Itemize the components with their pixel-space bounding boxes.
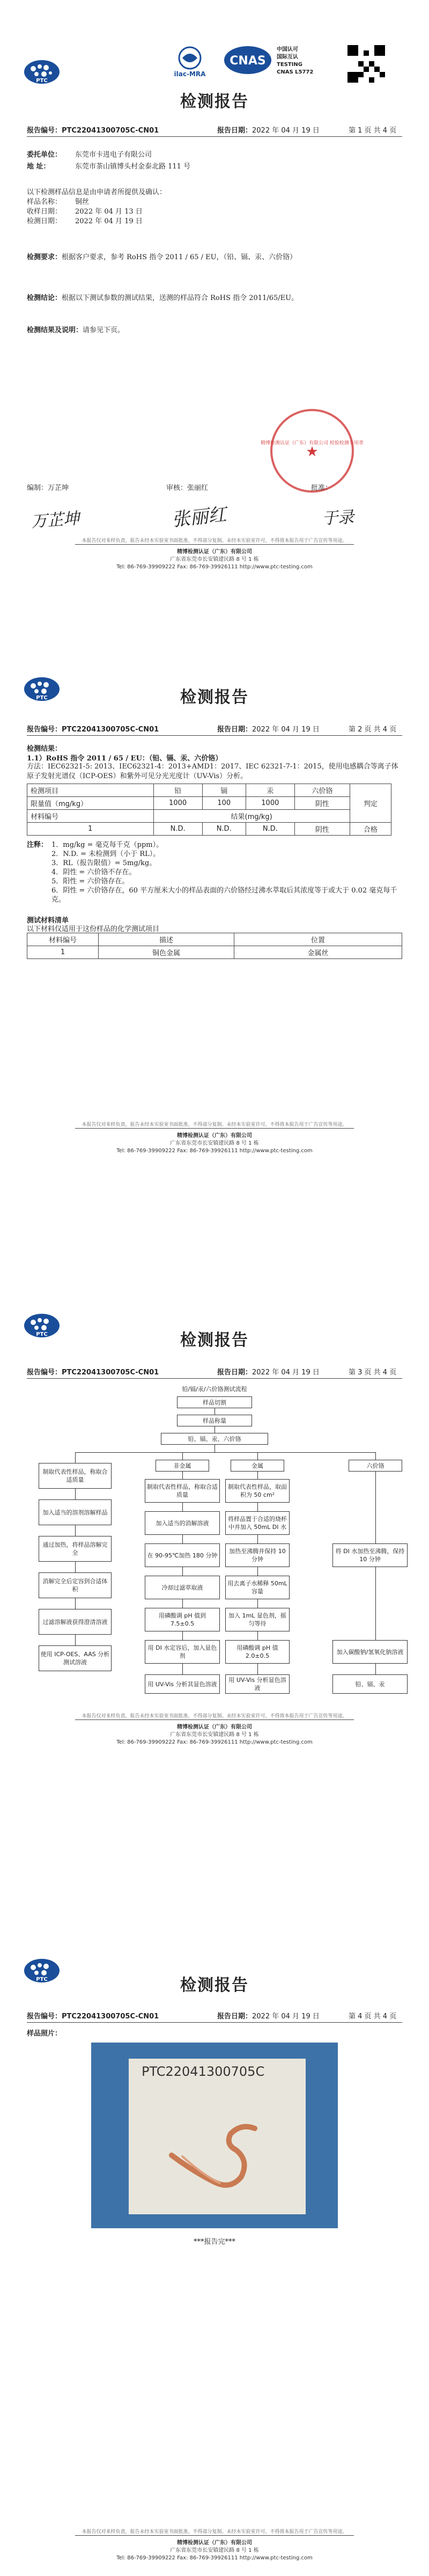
client-value: 东莞市卡进电子有限公司: [75, 151, 152, 159]
flow-arrow: [257, 1535, 258, 1543]
cnas-caption: [277, 46, 313, 76]
mat-th-desc: 描述: [99, 933, 234, 946]
flow-b2: 加入适当的溶剂溶解样品: [39, 1499, 112, 1525]
table-row: [27, 797, 391, 810]
flow-pbcd: 铅、镉、汞: [332, 1674, 408, 1694]
report-header: [27, 125, 402, 135]
approve-label: 批准：: [311, 484, 332, 492]
flow-d1: 制取代表性样品，取面积为 50 cm²: [225, 1479, 290, 1503]
confirm-text: 以下检测样品信息是由申请者所提供及确认：: [27, 188, 167, 196]
ilac-logo: [166, 45, 213, 79]
svg-text:PTC: PTC: [36, 695, 48, 701]
footer-divider: [75, 1719, 354, 1720]
flow-arrow: [375, 1567, 376, 1640]
limit-cr: 阴性: [294, 797, 350, 810]
footer: [0, 1724, 429, 1746]
sample-info: [27, 188, 402, 226]
stamp-text: 精博检测认证（广东）有限公司 检验检测专用章: [261, 441, 364, 446]
flow-arrow: [182, 1503, 183, 1511]
footer: [0, 2540, 429, 2562]
cnas-logo: [222, 45, 273, 79]
cell-hg: N.D.: [246, 823, 294, 836]
footer-note: 本报告仅对来样负责，报告未经本实验室书面批准，不得部分复制。未经本实验室许可，不得将本报告用于广告宣传等用途。: [82, 1122, 347, 1128]
note-3: 3．RL（报告限值）= 5mg/kg。: [51, 859, 157, 867]
limit-hg: 1000: [246, 797, 294, 810]
cell-cr: 阴性: [294, 823, 350, 836]
review-label: 审核：张丽红: [166, 484, 209, 492]
page-number: 第 4 页 共 4 页: [349, 2012, 397, 2021]
footer-company: 精博检测认证（广东）有限公司: [177, 1133, 252, 1139]
result-note-label: 检测结果及说明：: [27, 326, 83, 334]
ilac-text: ilac-MRA: [174, 70, 206, 78]
flow-b4: 消解完全后定容到合适体积: [39, 1572, 112, 1598]
mat-desc: 铜色金属: [99, 946, 234, 959]
th-judge: 判定: [350, 784, 391, 823]
photo-caption: PTC22041300705C: [142, 2064, 265, 2079]
cell-judge: 合格: [350, 823, 391, 836]
cnas-cn2: 国际互认: [277, 54, 298, 60]
flow-arrow: [214, 1426, 215, 1433]
note-1: 1．mg/kg = 毫克每千克（ppm）。: [51, 841, 164, 849]
footer-contact: Tel: 86-769-39909222 Fax: 86-769-39926111 http://www.ptc-testing.com: [116, 564, 313, 570]
footer-contact: Tel: 86-769-39909222 Fax: 86-769-39926111 http://www.ptc-testing.com: [116, 1148, 313, 1154]
report-no-label: 报告编号：: [27, 2012, 62, 2021]
flow-arrow: [257, 1452, 258, 1460]
result-note-value: 请参见下页。: [83, 326, 125, 334]
cell-cd: N.D.: [202, 823, 246, 836]
flow-arrow: [257, 1567, 258, 1576]
flow-cr6: 六价铬: [349, 1460, 402, 1472]
th-cd: 镉: [202, 784, 246, 797]
address-label: 地 址：: [27, 163, 50, 171]
note-4: 4．阴性 = 六价铬不存在。: [51, 868, 136, 876]
limit-pb: 1000: [153, 797, 202, 810]
client-label: 委托单位：: [27, 151, 62, 159]
report-no-label: 报告编号：: [27, 1368, 62, 1377]
report-no: PTC22041300705C-CN01: [62, 726, 159, 734]
flow-weigh: 样品称量: [177, 1415, 252, 1426]
table-row: [27, 946, 402, 959]
flow-split: 铅、镉、汞、六价铬: [161, 1433, 268, 1445]
th-pb: 铅: [153, 784, 202, 797]
report-title: 检测报告: [180, 1331, 249, 1350]
footer-note: 本报告仅对来样负责，报告未经本实验室书面批准，不得部分复制。未经本实验室许可，不得将本报告用于广告宣传等用途。: [82, 538, 347, 544]
footer-address: 广东省东莞市长安镇建民路 8 号 1 栋: [170, 1140, 259, 1146]
flow-arrow: [75, 1562, 76, 1572]
flow-c8: 用 UV-Vis 分析其显色溶液: [145, 1674, 220, 1694]
report-date: 2022 年 04 月 19 日: [252, 127, 320, 135]
flow-c4: 在 90-95℃加热 180 分钟: [145, 1543, 220, 1567]
footer-address: 广东省东莞市长安镇建民路 8 号 1 栋: [170, 557, 259, 562]
page-4: [0, 1932, 429, 2576]
flow-cut: 样品切割: [177, 1396, 252, 1408]
report-no: PTC22041300705C-CN01: [62, 127, 159, 135]
conclusion: [27, 292, 402, 302]
material-list-sub: 以下材料仅适用于这份样品的化学测试项目: [27, 925, 160, 933]
th-item: 检测项目: [27, 784, 154, 797]
signature-2: 张丽红: [171, 503, 228, 531]
flow-title: 铅/镉/汞/六价铬测试流程: [156, 1384, 273, 1394]
header-divider: [27, 136, 402, 137]
limit-cd: 100: [202, 797, 246, 810]
header-divider: [27, 1378, 402, 1379]
th-matno: 材料编号: [27, 810, 154, 823]
flow-b3: 通过加热，将样品溶解完全: [39, 1536, 112, 1562]
mat-th-no: 材料编号: [27, 933, 99, 946]
flow-d3: 加热至沸腾并保持 10 分钟: [225, 1543, 290, 1567]
conclusion-label: 检测结论：: [27, 294, 62, 302]
requirement-value: 根据客户要求，参考 RoHS 指令 2011 / 65 / EU，（铅、镉、汞、六价铬）: [62, 253, 297, 261]
flow-c1: 制取代表性样品，称取合适质量: [145, 1479, 220, 1503]
flow-arrow: [75, 1635, 76, 1645]
table-row: [27, 933, 402, 946]
cell-pb: N.D.: [153, 823, 202, 836]
flow-d5: 用去离子水稀释 50mL 容量: [225, 1576, 290, 1599]
report-end: ***报告完***: [193, 2238, 235, 2246]
footer-contact: Tel: 86-769-39909222 Fax: 86-769-39926111 http://www.ptc-testing.com: [116, 1739, 313, 1745]
flow-arrow: [257, 1503, 258, 1511]
report-date: 2022 年 04 月 19 日: [252, 726, 320, 734]
photo-paper: [129, 2059, 306, 2214]
report-date-label: 报告日期：: [217, 2012, 253, 2021]
notes: [27, 840, 402, 904]
mat-pos: 金属丝: [234, 946, 402, 959]
footer-company: 精博检测认证（广东）有限公司: [177, 2540, 252, 2546]
flow-arrow: [182, 1631, 183, 1640]
header-divider: [27, 735, 402, 736]
result-title: 检测结果：: [27, 745, 62, 753]
note-5: 5．阳性 = 六价铬存在。: [51, 877, 129, 885]
flow-c3: 加入碳酸钠/氢氧化钠溶液: [332, 1640, 408, 1664]
page-1: [0, 0, 429, 644]
report-header: [27, 723, 402, 734]
svg-text:★: ★: [306, 444, 319, 460]
flow-d8: 用 UV-Vis 分析显色溶液: [225, 1674, 290, 1694]
flow-arrow: [182, 1472, 183, 1479]
th-limit: 限量值（mg/kg）: [27, 797, 154, 810]
ptc-logo: [23, 58, 61, 86]
footer-note: 本报告仅对来样负责，报告未经本实验室书面批准，不得部分复制。未经本实验室许可，不得将本报告用于广告宣传等用途。: [82, 1714, 347, 1719]
flow-arrow: [375, 1664, 376, 1674]
flow-arrow: [182, 1567, 183, 1576]
qr-code-icon: [347, 45, 385, 83]
th-result: 结果(mg/kg): [153, 810, 350, 823]
cnas-cn: 中国认可: [277, 47, 298, 53]
note-2: 2．N.D. = 未检测到（小于 RL）。: [51, 850, 160, 858]
test-date-label: 检测日期：: [27, 217, 62, 225]
report-title: 检测报告: [180, 1976, 249, 1995]
flow-arrow: [214, 1445, 215, 1452]
flow-c7: 用 DI 水定容后，加入显色剂: [145, 1640, 220, 1664]
flow-d6: 加入 1mL 显色剂，摇匀等待: [225, 1608, 290, 1631]
notes-label: 注释：: [27, 841, 48, 849]
photo-label: 样品照片：: [27, 2030, 62, 2038]
footer-divider: [75, 2535, 354, 2536]
flow-arrow: [375, 1472, 376, 1543]
footer-note: 本报告仅对来样负责，报告未经本实验室书面批准，不得部分复制。未经本实验室许可，不得将本报告用于广告宣传等用途。: [82, 2529, 347, 2535]
flow-arrow: [75, 1598, 76, 1609]
compile-label: 编制：万芷坤: [27, 484, 69, 492]
flow-b1: 制取代表性样品，称取合适质量: [39, 1463, 112, 1489]
page-number: 第 1 页 共 4 页: [349, 127, 397, 135]
conclusion-value: 根据以下测试参数的测试结果，送测的样品符合 RoHS 指令 2011/65/EU。: [62, 294, 299, 302]
flow-arrow: [257, 1472, 258, 1479]
requirement: [27, 251, 402, 261]
page-3: [0, 1288, 429, 1932]
page-number: 第 2 页 共 4 页: [349, 726, 397, 734]
report-title: 检测报告: [180, 92, 249, 111]
copper-wire: [161, 2118, 279, 2198]
sample-value: 铜丝: [75, 198, 90, 206]
footer-address: 广东省东莞市长安镇建民路 8 号 1 栋: [170, 2548, 259, 2553]
page-number: 第 3 页 共 4 页: [349, 1368, 397, 1377]
report-date-label: 报告日期：: [217, 1368, 253, 1377]
report-no-label: 报告编号：: [27, 726, 62, 734]
flow-c6: 用磷酸调 pH 值到 7.5±0.5: [145, 1608, 220, 1631]
footer-address: 广东省东莞市长安镇建民路 8 号 1 栋: [170, 1732, 259, 1738]
flow-arrow: [75, 1525, 76, 1536]
flow-arrow: [214, 1408, 215, 1415]
report-title: 检测报告: [180, 688, 249, 707]
report-header: [27, 1366, 402, 1377]
requirement-label: 检测要求：: [27, 253, 62, 261]
test-date-value: 2022 年 04 月 19 日: [75, 217, 143, 225]
cell-no: 1: [27, 823, 154, 836]
footer-divider: [75, 544, 354, 545]
mat-th-pos: 位置: [234, 933, 402, 946]
rohs-title: 1.1）RoHS 指令 2011 / 65 / EU：（铅、镉、汞、六价铬）: [27, 755, 223, 763]
footer-contact: Tel: 86-769-39909222 Fax: 86-769-39926111 http://www.ptc-testing.com: [116, 2555, 313, 2561]
flow-arrow: [257, 1599, 258, 1608]
report-date: 2022 年 04 月 19 日: [252, 1368, 320, 1377]
header-divider: [27, 2022, 402, 2023]
receive-label: 收样日期：: [27, 208, 62, 216]
flow-d7: 用磷酸调 pH 值 2.0±0.5: [225, 1640, 290, 1664]
report-no: PTC22041300705C-CN01: [62, 2012, 159, 2021]
flow-d4: 将 DI 水加热至沸腾，保持 10 分钟: [332, 1543, 408, 1567]
flow-b5: 过滤溶解液获得澄清溶液: [39, 1609, 112, 1635]
flow-branch: [75, 1452, 375, 1453]
signature-1: 万芷坤: [31, 509, 80, 532]
flow-arrow: [75, 1489, 76, 1499]
result-note: [27, 324, 402, 334]
receive-value: 2022 年 04 月 13 日: [75, 208, 143, 216]
footer: [0, 1132, 429, 1155]
flow-c5: 冷却过滤萃取液: [145, 1576, 220, 1599]
flow-arrow: [257, 1664, 258, 1674]
report-date-label: 报告日期：: [217, 127, 253, 135]
flow-metal2: 金属: [231, 1460, 284, 1472]
cnas-text: CNAS: [230, 54, 266, 68]
flow-arrow: [75, 1452, 76, 1463]
client-info: [27, 149, 402, 173]
signature-3: 于录: [321, 508, 355, 529]
flow-arrow: [182, 1535, 183, 1543]
sample-photo: [91, 2043, 338, 2228]
table-row: [27, 810, 391, 823]
flow-metal: 非金属: [156, 1460, 209, 1472]
flow-arrow: [375, 1452, 376, 1460]
flow-d2: 将样品置于合适的烧杯中并加入 50mL DI 水: [225, 1511, 290, 1535]
sample-label: 样品名称：: [27, 198, 62, 206]
report-date-label: 报告日期：: [217, 726, 253, 734]
mat-no: 1: [27, 946, 99, 959]
method-text: 方法：IEC62321-5: 2013、IEC62321-4：2013+AMD1：2017、IEC 62321-7-1：2015，使用电感耦合等离子体原子发射光谱仪（ICP-OES）和紫外可见分光光度计（UV-Vis）分析。: [27, 763, 398, 780]
note-6: 6．阴性 = 六价铬存在，60 平方厘米大小的样品表面的六价铬经过沸水萃取后其浓度等于或大于 0.02 毫克每千克。: [51, 887, 397, 904]
material-list-title: 测试材料清单: [27, 917, 69, 925]
table-row: [27, 784, 391, 797]
flow-arrow: [182, 1599, 183, 1608]
signatories: [27, 482, 402, 492]
cnas-testing: TESTING: [277, 62, 302, 68]
svg-text:PTC: PTC: [36, 78, 48, 84]
page-2: [0, 644, 429, 1288]
report-date: 2022 年 04 月 19 日: [252, 2012, 320, 2021]
report-header: [27, 2010, 402, 2021]
footer-company: 精博检测认证（广东）有限公司: [177, 549, 252, 555]
cnas-number: CNAS L5772: [277, 69, 314, 75]
footer-divider: [75, 1128, 354, 1129]
material-table: [27, 933, 402, 959]
flow-c2: 加入适当的消解溶液: [145, 1511, 220, 1535]
report-no: PTC22041300705C-CN01: [62, 1368, 159, 1377]
flow-arrow: [257, 1631, 258, 1640]
th-cr: 六价铬: [294, 784, 350, 797]
table-row: [27, 823, 391, 836]
th-hg: 汞: [246, 784, 294, 797]
footer-company: 精博检测认证（广东）有限公司: [177, 1724, 252, 1730]
address-value: 东莞市茶山镇博头村金泰北路 111 号: [75, 163, 191, 171]
flow-arrow: [182, 1664, 183, 1674]
report-no-label: 报告编号：: [27, 127, 62, 135]
flow-b6: 使用 ICP-OES、AAS 分析测试溶液: [39, 1645, 112, 1671]
footer: [0, 548, 429, 571]
flow-arrow: [182, 1452, 183, 1460]
result-table: [27, 784, 391, 836]
svg-text:PTC: PTC: [36, 1331, 48, 1337]
svg-text:PTC: PTC: [36, 1977, 48, 1982]
